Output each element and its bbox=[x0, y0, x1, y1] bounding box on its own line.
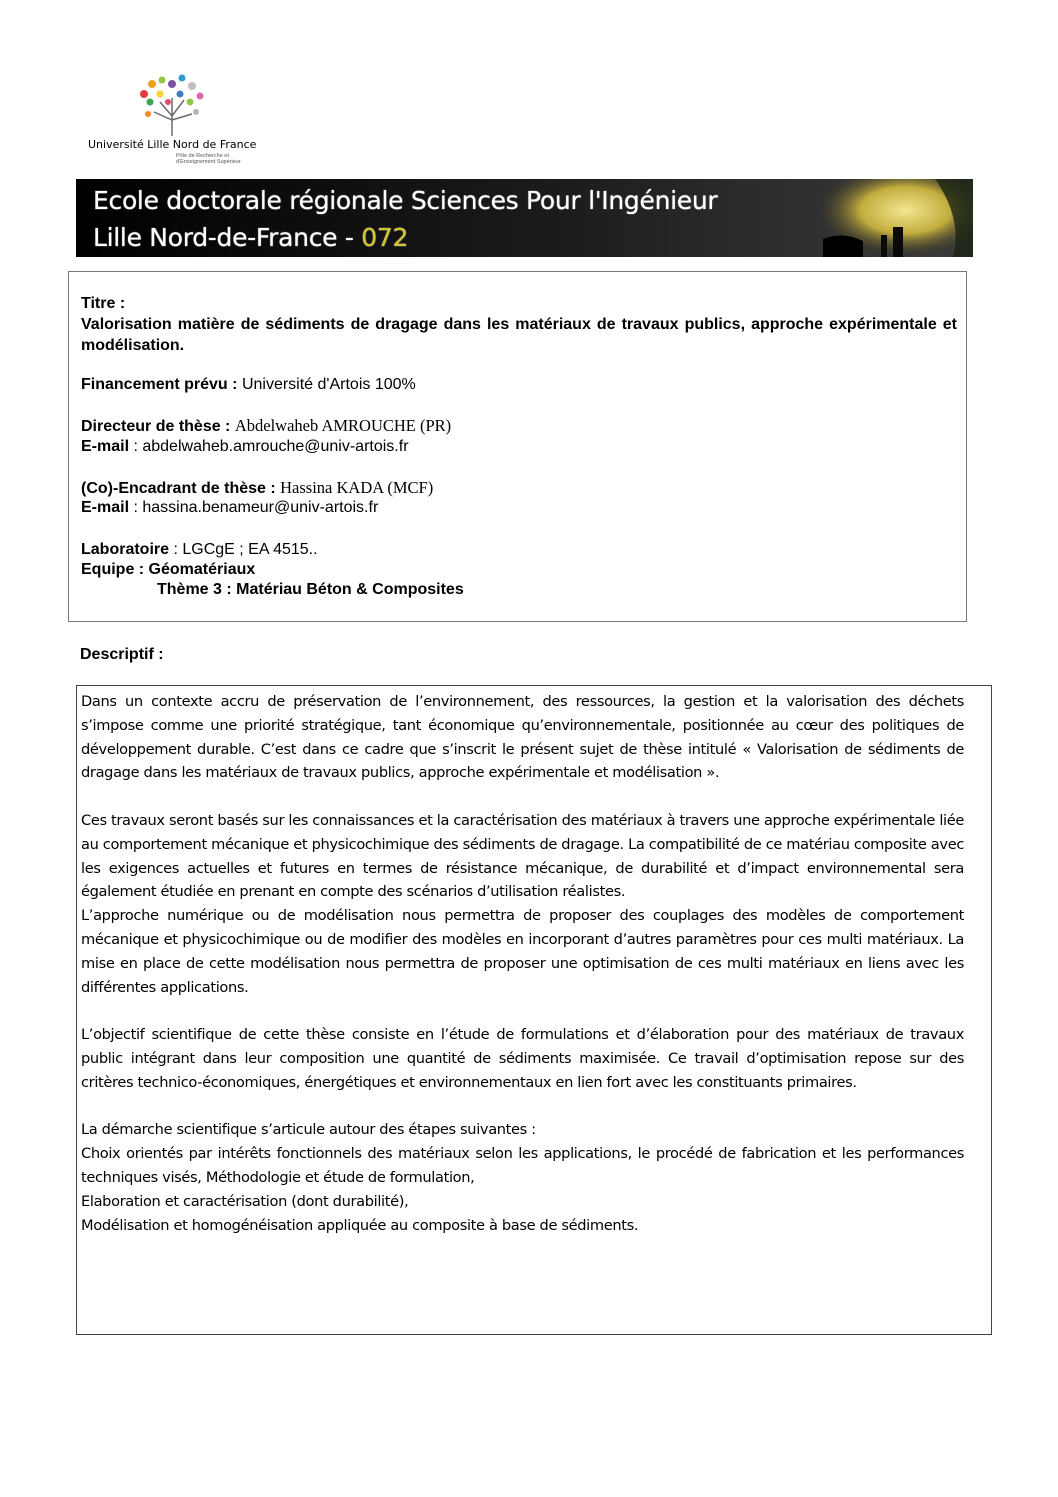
directeur-row bbox=[81, 416, 451, 437]
coencadrant-label: (Co)-Encadrant de thèse : bbox=[81, 480, 276, 497]
doctoral-school-banner bbox=[76, 179, 973, 257]
descriptif-box bbox=[76, 685, 992, 1335]
titre-label: Titre : bbox=[81, 295, 126, 312]
theme-row: Thème 3 : Matériau Béton & Composites bbox=[157, 581, 464, 598]
descriptif-paragraph-5: La démarche scientifique s’articule autour des étapes suivantes : bbox=[81, 1121, 536, 1139]
descriptif-text bbox=[81, 690, 964, 1237]
descriptif-step-3: Modélisation et homogénéisation appliquée au composite à base de sédiments. bbox=[81, 1216, 639, 1234]
coencadrant-row bbox=[81, 478, 433, 499]
banner-location: Lille Nord-de-France - bbox=[93, 223, 362, 252]
thesis-title: Valorisation matière de sédiments de dragage dans les matériaux de travaux publics, approche expérimentale et modélisation. bbox=[81, 316, 957, 354]
directeur-email-row bbox=[81, 437, 409, 457]
coencadrant-email-label: E-mail bbox=[81, 499, 130, 516]
coencadrant-email-value: : hassina.benameur@univ-artois.fr bbox=[133, 499, 379, 516]
university-name: Université Lille Nord de France bbox=[88, 138, 257, 151]
directeur-value: Abdelwaheb AMROUCHE (PR) bbox=[234, 416, 452, 435]
descriptif-paragraph-2: Ces travaux seront basés sur les connaissances et la caractérisation des matériaux à travers une approche expérimentale liée au comportement mécanique et physicochimique des sédiments de dragage. La compatibilité de ce matériau composite avec les exigences actuelles et futures en termes de résistance mécanique, de durabilité et d’impact environnemental sera également étudiée en prenant en compte des scénarios d’utilisation réalistes. bbox=[81, 811, 964, 901]
descriptif-step-2: Elaboration et caractérisation (dont durabilité), bbox=[81, 1192, 409, 1210]
laboratoire-value: : LGCgE ; EA 4515.. bbox=[173, 541, 318, 558]
thesis-info-box bbox=[68, 271, 967, 622]
laboratoire-row bbox=[81, 540, 318, 560]
laboratoire-label: Laboratoire bbox=[81, 541, 170, 558]
coencadrant-value: Hassina KADA (MCF) bbox=[280, 478, 434, 497]
banner-decoration-image bbox=[823, 179, 973, 257]
financement-value: Université d'Artois 100% bbox=[241, 376, 416, 393]
equipe-row: Equipe : Géomatériaux bbox=[81, 561, 256, 578]
university-logo bbox=[88, 72, 260, 170]
banner-school-code: 072 bbox=[361, 223, 409, 252]
banner-title-line1: Ecole doctorale régionale Sciences Pour l'Ingénieur bbox=[93, 186, 718, 215]
tree-logo-icon bbox=[132, 72, 212, 136]
directeur-email-value: : abdelwaheb.amrouche@univ-artois.fr bbox=[133, 438, 409, 455]
descriptif-paragraph-1: Dans un contexte accru de préservation de l’environnement, des ressources, la gestion et la valorisation des déchets s’impose comme une priorité stratégique, tant économique qu’environnementale, positionnée au cœur des politiques de développement durable. C’est dans ce cadre que s’inscrit le présent sujet de thèse intitulé « Valorisation de sédiments de dragage dans les matériaux de travaux publics, approche expérimentale et modélisation ». bbox=[81, 693, 964, 782]
banner-title-line2 bbox=[93, 223, 408, 252]
descriptif-label: Descriptif : bbox=[80, 646, 164, 663]
descriptif-step-1: Choix orientés par intérêts fonctionnels des matériaux selon les applications, le procédé de fabrication et les performances techniques visés, Méthodologie et étude de formulation, bbox=[81, 1145, 964, 1186]
financement-row bbox=[81, 375, 416, 395]
descriptif-paragraph-4: L’objectif scientifique de cette thèse consiste en l’étude de formulations et d’élaboration pour des matériaux de travaux public intégrant dans leur composition une quantité de sédiments maximisée. Ce travail d’optimisation repose sur des critères technico-économiques, énergétiques et environnementaux en lien fort avec les constituants primaires. bbox=[81, 1026, 964, 1091]
coencadrant-email-row bbox=[81, 498, 378, 518]
financement-label: Financement prévu : bbox=[81, 376, 238, 393]
directeur-label: Directeur de thèse : bbox=[81, 418, 231, 435]
directeur-email-label: E-mail bbox=[81, 438, 130, 455]
descriptif-paragraph-3: L’approche numérique ou de modélisation nous permettra de proposer des couplages des modèles de comportement mécanique et physicochimique ou de modifier des modèles en incorporant d’autres paramètres pour ces multi matériaux. La mise en place de cette modélisation nous permettra de proposer une optimisation de ces multi matériaux en liens avec les différentes applications. bbox=[81, 907, 964, 996]
university-subtitle: Pôle de Recherche et d'Enseignement Supérieur bbox=[176, 153, 241, 165]
